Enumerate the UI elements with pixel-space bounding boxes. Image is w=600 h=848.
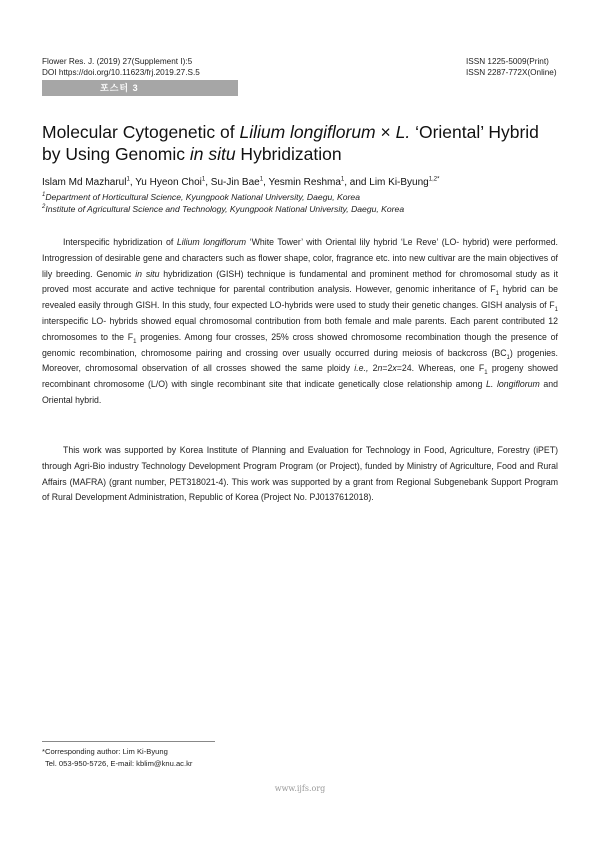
author-list (42, 177, 562, 189)
species-name: Lilium longiflorum (176, 237, 247, 247)
affiliation-mark: 1 (42, 192, 46, 199)
italic-term: n (377, 363, 383, 374)
title-method: in situ (189, 144, 236, 164)
issn-print: ISSN 1225-5009(Print) (466, 57, 549, 66)
abstract-paragraph (42, 235, 558, 409)
abstract-text: 2 (368, 363, 378, 374)
abstract-text: hybrid can be revealed easily through GISH. In this study, four expected LO-hybrids were used to study their genetic changes. GISH analysis of F (42, 284, 558, 311)
abstract-text: progenies. Among four crosses, 25% cross showed chromosome recombination though the presence of genomic recombination, chromosome pairing and crossing over usually occurred during meiosis of backcross (BC (42, 331, 558, 358)
journal-citation: Flower Res. J. (2019) 27(Supplement I):5 (42, 57, 193, 66)
subscript: 1 (495, 291, 499, 298)
title-text: Molecular Cytogenetic of (42, 122, 240, 142)
affiliation-mark: 1,2* (428, 176, 440, 183)
issn-online: ISSN 2287-772X(Online) (466, 68, 557, 77)
abstract-text: ‘White Tower’ with Oriental lily hybrid ‘Le Reve’ (LO- hybrid) were performed. Introgression of desirable gene and characters such as flower shape, color, fragrance etc. into new cultivar are the main objectives of lily breeding. Genomic (42, 237, 558, 279)
affiliation-mark: 1 (340, 176, 345, 183)
author-name: , Su-Jin Bae (205, 177, 260, 188)
abstract-text: progeny showed recombinant chromosome (L/O) with single recombinant site that indicate genetically close relationship among (42, 363, 558, 390)
affiliation-1 (42, 192, 562, 204)
author-name: , Yu Hyeon Choi (129, 177, 202, 188)
subscript: 1 (133, 338, 137, 345)
title-text: × (375, 122, 396, 142)
subscript: 1 (484, 370, 488, 377)
author-name: , Yesmin Reshma (263, 177, 341, 188)
affiliation-text: Institute of Agricultural Science and Technology, Kyungpook National University, Daegu, Korea (45, 203, 405, 214)
acknowledgement-text: This work was supported by Korea Institute of Planning and Evaluation for Technology in Food, Agriculture, Forestry (iPET) through Agri-Bio industry Technology Development Program Program (or Project), funded by Ministry of Agriculture, Food and Rural Affairs (MAFRA) (grant number, PET318021-4). This work was supported by a grant from Regional Subgenebank Support Program of Rural Development Administration, Republic of Korea (Project No. PJ0137612018). (42, 445, 558, 503)
corresponding-author: *Corresponding author: Lim Ki-Byung (42, 747, 168, 756)
title-species: Lilium longiflorum (239, 122, 376, 142)
abstract-text: interspecific LO- hybrids showed equal chromosomal contribution from both female and male parents. Each parent contributed 12 chromosomes to the F (42, 315, 558, 342)
affiliations (42, 192, 562, 215)
abstract-text: =24. Whereas, one F (396, 363, 485, 374)
subscript: 1 (554, 306, 558, 313)
author-name: , and Lim Ki-Byung (344, 177, 429, 188)
affiliation-2 (42, 204, 562, 216)
affiliation-mark: 2 (42, 203, 46, 210)
subscript: 1 (506, 354, 510, 361)
title-text: Hybridization (235, 144, 342, 164)
title-text: ‘Oriental’ Hybrid (410, 122, 539, 142)
contact-info: Tel. 053-950-5726, E-mail: kblim@knu.ac.kr (45, 759, 193, 768)
abstract-text: and Oriental hybrid. (42, 379, 559, 405)
abstract-text: =2 (382, 363, 393, 374)
doi-link[interactable]: DOI https://doi.org/10.11623/frj.2019.27.S.5 (42, 68, 200, 77)
affiliation-mark: 1 (259, 176, 264, 183)
abstract-text: ) progenies. Moreover, chromosomal observation of all crosses showed the same ploidy (42, 347, 558, 374)
italic-term: i.e., (354, 363, 369, 374)
author-name: Islam Md Mazharul (42, 177, 127, 188)
affiliation-mark: 1 (201, 176, 206, 183)
paper-title (42, 121, 562, 165)
italic-term: in situ (135, 268, 160, 279)
poster-tag: 포스터 3 (42, 80, 238, 96)
species-name: L. longiflorum (486, 379, 540, 390)
footnote (42, 746, 192, 770)
journal-header-left (42, 56, 200, 78)
abstract-text: Interspecific hybridization of (63, 237, 177, 247)
abstract-text: hybridization (GISH) technique is fundamental and prominent method for chromosomal study as it proved most accurate and active technique for parental contribution analysis. However, genomic inheritance of F (42, 268, 559, 295)
footnote-divider (42, 741, 215, 742)
affiliation-text: Department of Horticultural Science, Kyungpook National University, Daegu, Korea (45, 192, 360, 202)
footer-url[interactable]: www.ijfs.org (274, 784, 326, 793)
title-genus: L. (395, 122, 411, 142)
journal-header-right (466, 56, 557, 78)
title-text: by Using Genomic (42, 144, 190, 164)
italic-term: x (392, 363, 397, 374)
acknowledgement-paragraph (42, 443, 558, 506)
affiliation-mark: 1 (126, 176, 130, 183)
